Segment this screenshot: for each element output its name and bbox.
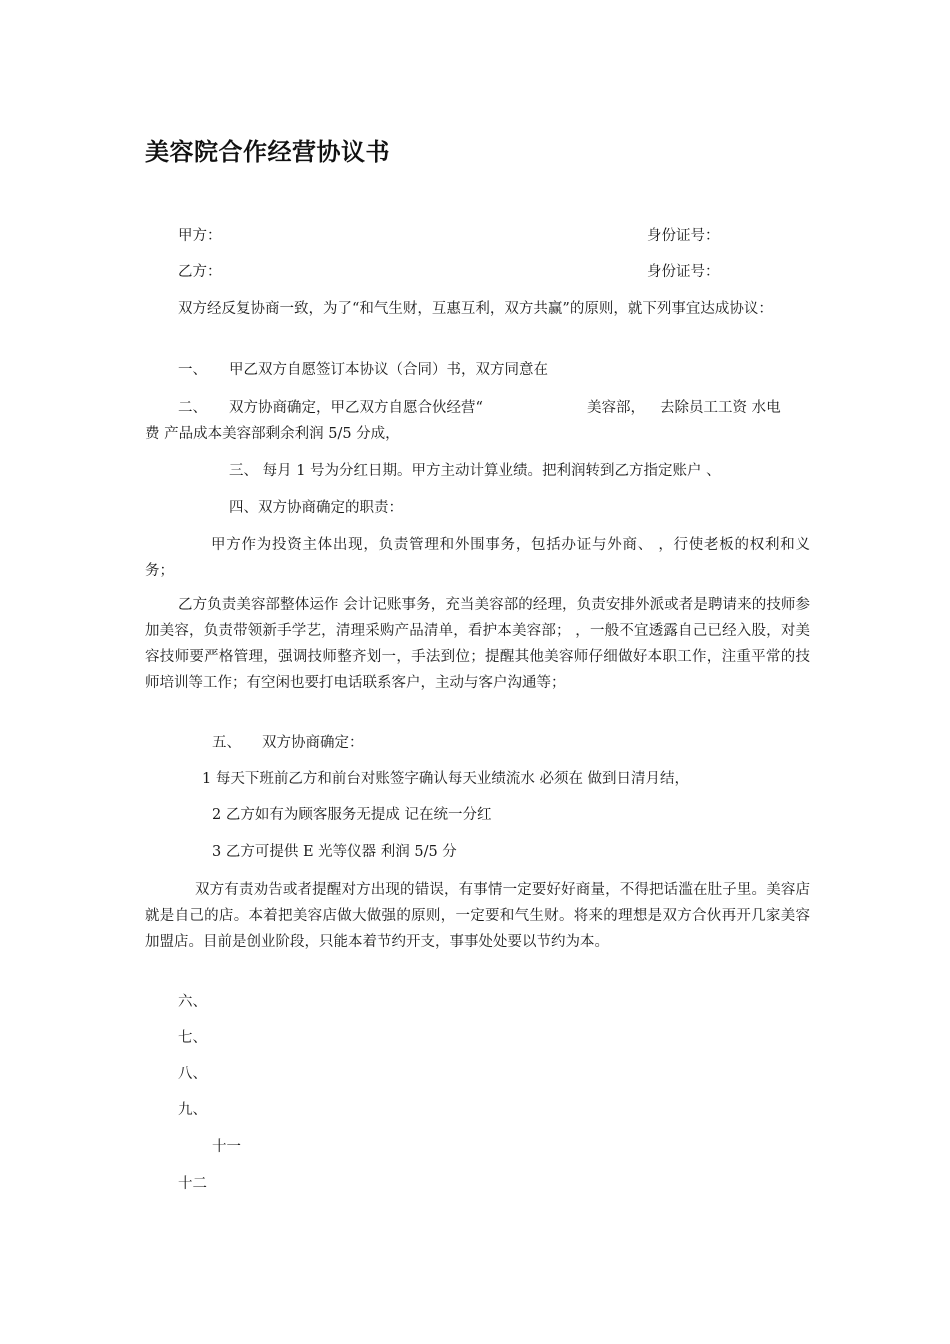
clause-1-number: 一、 bbox=[178, 362, 207, 378]
clause-5-item-3: 3 乙方可提供 E 光等仪器 利润 5/5 分 bbox=[212, 844, 457, 860]
clause-7: 七、 bbox=[178, 1030, 207, 1046]
clause-2-text-line2: 费 产品成本美容部剩余利润 5/5 分成， bbox=[145, 426, 400, 442]
clause-1-text: 甲乙双方自愿签订本协议（合同）书，双方同意在 bbox=[229, 362, 548, 378]
clause-5-item-1: 1 每天下班前乙方和前台对账签字确认每天业绩流水 必须在 做到日清月结， bbox=[202, 771, 690, 787]
clause-9: 九、 bbox=[178, 1102, 207, 1118]
clause-12: 十二 bbox=[178, 1176, 207, 1192]
party-b-id-label: 身份证号： bbox=[647, 264, 720, 280]
clause-5-item-2: 2 乙方如有为顾客服务无提成 记在统一分红 bbox=[212, 807, 492, 823]
clause-5-text: 双方协商确定： bbox=[262, 735, 364, 751]
clause-5-number: 五、 bbox=[212, 735, 241, 751]
clause-4-heading: 四、双方协商确定的职责： bbox=[229, 500, 403, 516]
party-b-label: 乙方： bbox=[178, 264, 222, 280]
party-b-duty-paragraph: 乙方负责美容部整体运作 会计记账事务，充当美容部的经理，负责安排外派或者是聘请来的技师参加美容，负责带领新手学艺，清理采购产品清单，看护本美容部； ，一般不宜透露自己已经入股，对美容技师要严格管理，强调技师整齐划一，手法到位；提醒其他美容师仔细做好本职工作，注重平常的技师培训等工作；有空闲也要打电话联系客户，主动与客户沟通等； bbox=[145, 597, 810, 691]
advice-paragraph: 双方有责劝告或者提醒对方出现的错误，有事情一定要好好商量，不得把话滥在肚子里。美容店就是自己的店。本着把美容店做大做强的原则，一定要和气生财。将来的理想是双方合伙再开几家美容加盟店。目前是创业阶段，只能本着节约开支，事事处处要以节约为本。 bbox=[145, 882, 810, 950]
clause-3: 三、 每月 1 号为分红日期。甲方主动计算业绩。把利润转到乙方指定账户 、 bbox=[229, 463, 721, 479]
clause-11: 十一 bbox=[212, 1139, 241, 1155]
clause-2-number: 二、 bbox=[178, 400, 207, 416]
clause-2-text-part1: 双方协商确定，甲乙双方自愿合伙经营“ bbox=[229, 400, 483, 416]
clause-2-text-part2: 美容部， bbox=[587, 400, 645, 416]
document-title: 美容院合作经营协议书 bbox=[145, 138, 390, 166]
clause-2-text-part3: 去除员工工资 水电 bbox=[660, 400, 781, 416]
intro-paragraph: 双方经反复协商一致，为了“和气生财，互惠互利，双方共赢”的原则，就下列事宜达成协议： bbox=[178, 301, 773, 317]
party-a-label: 甲方： bbox=[178, 228, 222, 244]
party-a-duty-paragraph: 甲方作为投资主体出现，负责管理和外围事务，包括办证与外商、 ，行使老板的权利和义务； bbox=[145, 537, 810, 579]
clause-6: 六、 bbox=[178, 994, 207, 1010]
clause-8: 八、 bbox=[178, 1066, 207, 1082]
party-a-id-label: 身份证号： bbox=[647, 228, 720, 244]
